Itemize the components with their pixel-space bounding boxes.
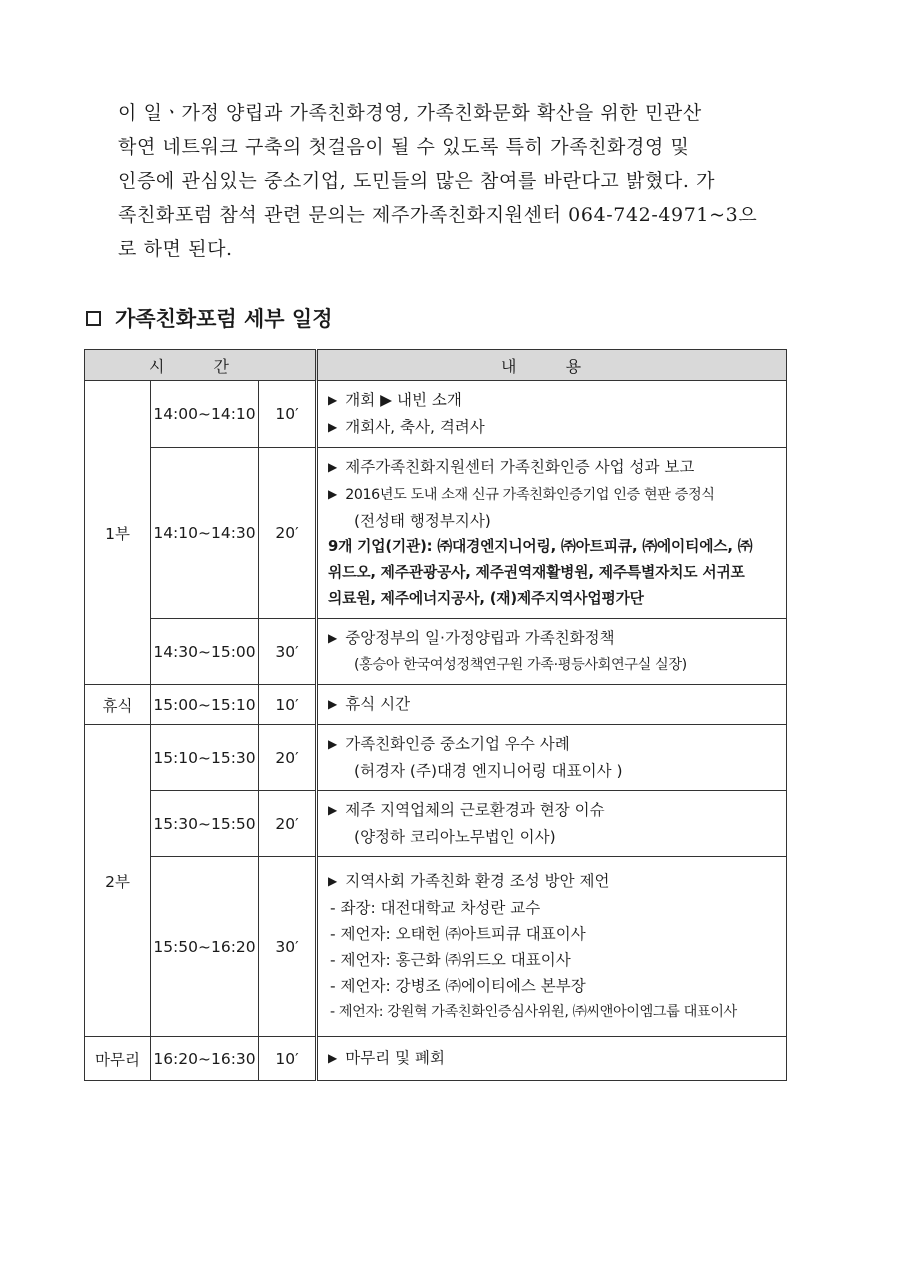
- content-line: 9개 기업(기관): ㈜대경엔지니어링, ㈜아트피큐, ㈜에이티에스, ㈜: [328, 538, 753, 555]
- bullet-triangle-icon: ▶: [328, 460, 338, 474]
- intro-line: 족친화포럼 참석 관련 문의는 제주가족친화지원센터 064-742-4971~3으: [118, 204, 758, 226]
- bullet-triangle-icon: ▶: [328, 1051, 338, 1065]
- table-row: [85, 448, 787, 619]
- part-label: 2부: [85, 725, 151, 1037]
- content-line: 가족친화인증 중소기업 우수 사례: [345, 735, 570, 753]
- duration-cell: 20′: [259, 448, 317, 619]
- content-cell: [317, 857, 787, 1037]
- duration-cell: 10′: [259, 381, 317, 448]
- time-cell: 14:00~14:10: [151, 381, 259, 448]
- content-line: - 제언자: 강원혁 가족친화인증심사위원, ㈜씨앤아이엠그룹 대표이사: [330, 1004, 737, 1020]
- content-cell: [317, 619, 787, 685]
- section-title: 가족친화포럼 세부 일정: [115, 307, 333, 331]
- content-line: - 제언자: 강병조 ㈜에이티에스 본부장: [330, 977, 586, 995]
- time-cell: 16:20~16:30: [151, 1037, 259, 1081]
- content-line: 제주가족친화지원센터 가족친화인증 사업 성과 보고: [345, 458, 695, 476]
- duration-cell: 20′: [259, 791, 317, 857]
- duration-cell: 20′: [259, 725, 317, 791]
- content-cell: [317, 1037, 787, 1081]
- content-cell: [317, 448, 787, 619]
- table-row: [85, 685, 787, 725]
- bullet-triangle-icon: ▶: [328, 697, 338, 711]
- table-header-row: [85, 350, 787, 381]
- content-line: 개회 ▶ 내빈 소개: [345, 391, 462, 409]
- time-cell: 14:10~14:30: [151, 448, 259, 619]
- content-line: (홍승아 한국여성정책연구원 가족·평등사회연구실 실장): [354, 657, 687, 673]
- bullet-triangle-icon: ▶: [328, 393, 338, 407]
- bullet-triangle-icon: ▶: [328, 874, 338, 888]
- section-heading: [86, 303, 332, 333]
- content-line: 2016년도 도내 소재 신규 가족친화인증기업 인증 현판 증정식: [345, 487, 715, 503]
- table-row: [85, 1037, 787, 1081]
- duration-cell: 10′: [259, 685, 317, 725]
- content-line: 지역사회 가족친화 환경 조성 방안 제언: [345, 872, 610, 890]
- content-line: 휴식 시간: [345, 695, 411, 713]
- time-cell: 15:50~16:20: [151, 857, 259, 1037]
- header-content: 내 용: [317, 350, 787, 381]
- table-row: [85, 725, 787, 791]
- schedule-table: [84, 349, 787, 1081]
- content-line: 위드오, 제주관광공사, 제주권역재활병원, 제주특별자치도 서귀포: [328, 564, 745, 581]
- content-line: - 제언자: 홍근화 ㈜위드오 대표이사: [330, 951, 571, 969]
- content-line: (허경자 (주)대경 엔지니어링 대표이사 ): [354, 762, 623, 780]
- content-cell: [317, 381, 787, 448]
- content-line: 의료원, 제주에너지공사, (재)제주지역사업평가단: [328, 590, 644, 607]
- intro-paragraph: [118, 96, 808, 266]
- content-line: 마무리 및 폐회: [345, 1049, 445, 1067]
- time-cell: 15:10~15:30: [151, 725, 259, 791]
- content-line: - 제언자: 오태헌 ㈜아트피큐 대표이사: [330, 925, 586, 943]
- bullet-triangle-icon: ▶: [328, 420, 338, 434]
- time-cell: 15:00~15:10: [151, 685, 259, 725]
- table-row: [85, 619, 787, 685]
- content-line: 제주 지역업체의 근로환경과 현장 이슈: [345, 801, 605, 819]
- header-time: 시 간: [85, 350, 317, 381]
- time-cell: 15:30~15:50: [151, 791, 259, 857]
- part-label: 마무리: [85, 1037, 151, 1081]
- content-line: 개회사, 축사, 격려사: [345, 418, 485, 436]
- content-cell: [317, 685, 787, 725]
- intro-line: 이 일ㆍ가정 양립과 가족친화경영, 가족친화문화 확산을 위한 민관산: [118, 102, 702, 124]
- duration-cell: 30′: [259, 857, 317, 1037]
- time-cell: 14:30~15:00: [151, 619, 259, 685]
- checkbox-square-icon: [86, 311, 101, 326]
- intro-line: 로 하면 된다.: [118, 238, 233, 260]
- table-row: [85, 857, 787, 1037]
- content-line: - 좌장: 대전대학교 차성란 교수: [330, 899, 541, 917]
- table-row: [85, 381, 787, 448]
- bullet-triangle-icon: ▶: [328, 487, 338, 501]
- part-label: 휴식: [85, 685, 151, 725]
- intro-line: 학연 네트워크 구축의 첫걸음이 될 수 있도록 특히 가족친화경영 및: [118, 136, 690, 158]
- bullet-triangle-icon: ▶: [328, 631, 338, 645]
- content-cell: [317, 725, 787, 791]
- content-cell: [317, 791, 787, 857]
- duration-cell: 10′: [259, 1037, 317, 1081]
- content-line: 중앙정부의 일·가정양립과 가족친화정책: [345, 629, 615, 647]
- part-label: 1부: [85, 381, 151, 685]
- table-row: [85, 791, 787, 857]
- duration-cell: 30′: [259, 619, 317, 685]
- content-line: (전성태 행정부지사): [354, 512, 491, 530]
- intro-line: 인증에 관심있는 중소기업, 도민들의 많은 참여를 바란다고 밝혔다. 가: [118, 170, 716, 192]
- bullet-triangle-icon: ▶: [328, 737, 338, 751]
- content-line: (양정하 코리아노무법인 이사): [354, 828, 556, 846]
- bullet-triangle-icon: ▶: [328, 803, 338, 817]
